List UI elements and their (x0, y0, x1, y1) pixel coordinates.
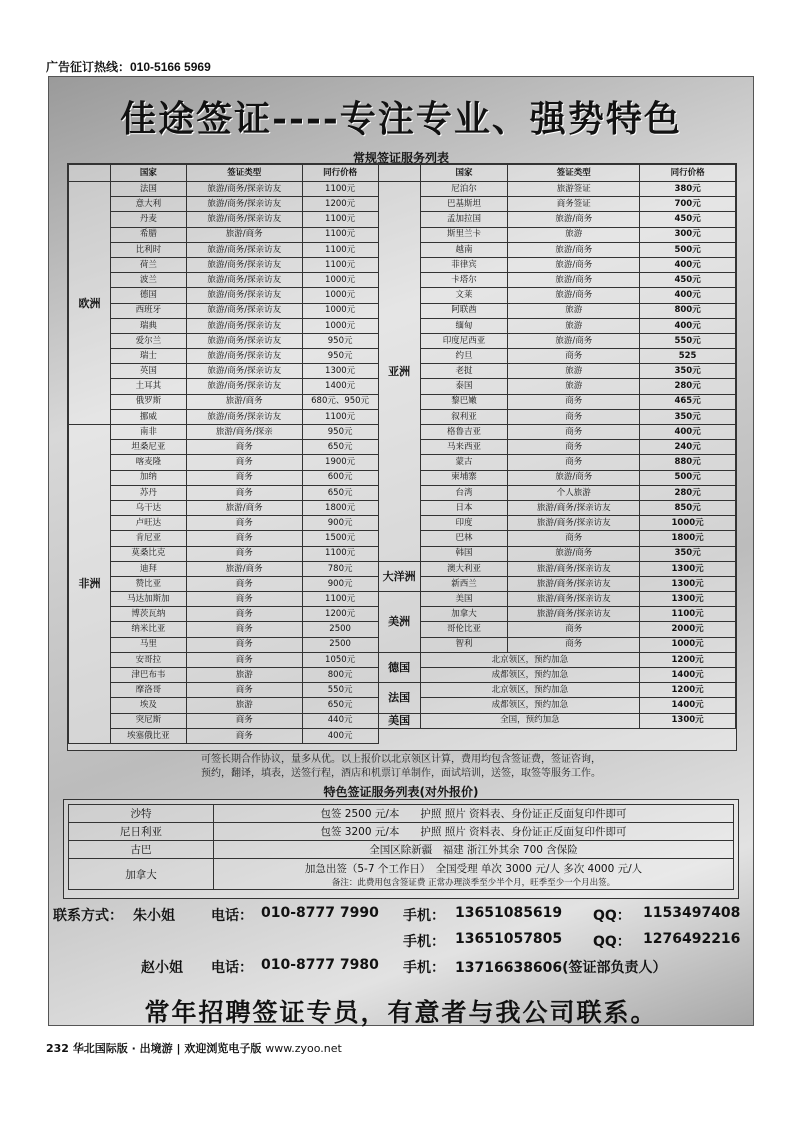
price-cell: 600元 (302, 470, 378, 485)
visa-type-cell: 旅游/商务 (508, 257, 640, 272)
price-cell: 1000元 (302, 318, 378, 333)
visa-type-cell: 旅游/商务/探亲访友 (508, 607, 640, 622)
visa-type-cell: 旅游/商务 (508, 470, 640, 485)
country-cell: 荷兰 (110, 257, 186, 272)
notice-text: 可签长期合作协议，量多从优。以上报价以北京领区计算，费用均包含签证费，签证咨询， 预约，翻译，填表，送签行程，酒店和机票订单制作，面试培训，送签，取签等服务工作。 (201, 754, 601, 779)
visa-type-cell: 商务 (186, 592, 302, 607)
visa-type-cell: 商务 (186, 470, 302, 485)
country-cell: 挪威 (110, 409, 186, 424)
price-cell: 1100元 (302, 257, 378, 272)
visa-type-cell: 商务 (186, 546, 302, 561)
consulate-cell: 全国，预约加急 (420, 713, 640, 728)
country-cell: 澳大利亚 (420, 561, 508, 576)
table-row (69, 859, 734, 890)
table-row (69, 841, 734, 859)
table-row (69, 728, 736, 743)
table-row (69, 182, 736, 197)
mobile-label: 手机： (403, 908, 445, 924)
edition-name: 华北国际版 · 出境游 (72, 1042, 173, 1055)
country-cell: 赞比亚 (110, 576, 186, 591)
country-cell: 乌干达 (110, 500, 186, 515)
region-label: 欧洲 (69, 182, 111, 425)
visa-type-cell: 旅游/商务/探亲访友 (508, 516, 640, 531)
visa-type-cell: 旅游/商务 (186, 500, 302, 515)
special-country: 加拿大 (69, 859, 214, 890)
country-cell: 喀麦隆 (110, 455, 186, 470)
contact-label: 联系方式： (53, 908, 123, 924)
visa-type-cell: 旅游/商务/探亲访友 (508, 592, 640, 607)
country-cell: 英国 (110, 364, 186, 379)
special-detail: 包签 3200 元/本 护照 照片 资料表、身份证正反面复印件即可 (214, 823, 734, 841)
country-cell: 台湾 (420, 485, 508, 500)
country-cell: 越南 (420, 242, 508, 257)
visa-type-cell: 商务 (508, 455, 640, 470)
country-cell: 叙利亚 (420, 409, 508, 424)
visa-type-cell: 旅游/商务/探亲访友 (508, 500, 640, 515)
country-cell: 摩洛哥 (110, 683, 186, 698)
visa-type-cell: 旅游/商务/探亲访友 (186, 409, 302, 424)
price-cell: 1000元 (302, 288, 378, 303)
price-cell: 1100元 (302, 212, 378, 227)
price-cell: 1500元 (302, 531, 378, 546)
visa-type-cell: 旅游/商务/探亲访友 (186, 364, 302, 379)
price-cell: 1300元 (640, 713, 736, 728)
country-cell: 丹麦 (110, 212, 186, 227)
price-cell: 1300元 (640, 592, 736, 607)
mobile-label: 手机： (403, 934, 445, 950)
country-cell: 苏丹 (110, 485, 186, 500)
column-header: 国家 (420, 165, 508, 182)
country-cell: 新西兰 (420, 576, 508, 591)
table-row (69, 652, 736, 667)
visa-type-cell: 旅游/商务/探亲访友 (186, 182, 302, 197)
visa-type-cell: 商务 (508, 531, 640, 546)
visa-type-cell: 旅游/商务 (508, 333, 640, 348)
column-header: 同行价格 (640, 165, 736, 182)
country-cell: 波兰 (110, 273, 186, 288)
recruitment-banner: 常年招聘签证专员，有意者与我公司联系。 (144, 998, 658, 1027)
country-cell: 比利时 (110, 242, 186, 257)
price-cell: 1000元 (302, 273, 378, 288)
special-country: 古巴 (69, 841, 214, 859)
price-cell: 400元 (302, 728, 378, 743)
special-country: 尼日利亚 (69, 823, 214, 841)
footer-welcome: 欢迎浏览电子版 (184, 1042, 262, 1055)
country-cell: 瑞士 (110, 349, 186, 364)
visa-type-cell: 商务 (186, 440, 302, 455)
price-cell: 280元 (640, 485, 736, 500)
tel-label: 电话： (211, 960, 253, 976)
visa-type-cell: 旅游 (508, 364, 640, 379)
region-label: 亚洲 (378, 182, 420, 562)
country-cell: 文莱 (420, 288, 508, 303)
price-cell: 450元 (640, 273, 736, 288)
tel-label: 电话： (211, 908, 253, 924)
special-detail: 加急出签（5-7 个工作日） 全国受理 单次 3000 元/人 多次 4000 元/人 备注：此费用包含签证费 正常办理淡季至少半个月，旺季至少一个月出签。 (214, 859, 734, 890)
country-cell: 巴基斯坦 (420, 197, 508, 212)
visa-type-cell: 商务 (508, 409, 640, 424)
price-cell: 1100元 (302, 546, 378, 561)
country-cell: 印度 (420, 516, 508, 531)
country-cell: 蒙古 (420, 455, 508, 470)
country-cell: 阿联酋 (420, 303, 508, 318)
country-cell: 约旦 (420, 349, 508, 364)
price-cell: 2500 (302, 622, 378, 637)
country-cell: 瑞典 (110, 318, 186, 333)
table-row (69, 823, 734, 841)
visa-type-cell: 旅游/商务/探亲访友 (186, 197, 302, 212)
special-detail: 全国区除新疆 福建 浙江外其余 700 含保险 (214, 841, 734, 859)
price-cell: 300元 (640, 227, 736, 242)
visa-type-cell: 商务 (186, 622, 302, 637)
regular-visa-table (67, 163, 737, 751)
visa-type-cell: 个人旅游 (508, 485, 640, 500)
ad-hotline: 广告征订热线：010-5166 5969 (46, 60, 211, 74)
visa-type-cell: 商务 (186, 455, 302, 470)
visa-type-cell: 旅游/商务/探亲访友 (186, 273, 302, 288)
region-label: 美国 (378, 713, 420, 728)
price-cell: 850元 (640, 500, 736, 515)
table-row (69, 561, 736, 576)
price-cell: 1800元 (640, 531, 736, 546)
price-cell: 1100元 (302, 227, 378, 242)
region-label: 德国 (378, 652, 420, 682)
visa-type-cell: 商务 (508, 394, 640, 409)
consulate-cell: 成都领区，预约加急 (420, 668, 640, 683)
country-cell: 老挝 (420, 364, 508, 379)
price-cell: 1800元 (302, 500, 378, 515)
visa-type-cell: 旅游/商务 (186, 394, 302, 409)
price-cell: 950元 (302, 425, 378, 440)
column-header: 签证类型 (508, 165, 640, 182)
visa-type-cell: 旅游/商务 (186, 561, 302, 576)
price-cell: 550元 (640, 333, 736, 348)
contact-name: 朱小姐 (133, 908, 175, 924)
country-cell: 博茨瓦纳 (110, 607, 186, 622)
special-remark: 备注：此费用包含签证费 正常办理淡季至少半个月，旺季至少一个月出签。 (331, 877, 616, 888)
country-cell: 安哥拉 (110, 652, 186, 667)
special-detail: 包签 2500 元/本 护照 照片 资料表、身份证正反面复印件即可 (214, 805, 734, 823)
visa-type-cell: 旅游 (508, 303, 640, 318)
price-cell: 350元 (640, 546, 736, 561)
tel-number: 010-8777 7980 (261, 957, 379, 973)
price-cell: 1100元 (302, 182, 378, 197)
visa-type-cell: 旅游/商务 (508, 288, 640, 303)
visa-type-cell: 旅游/商务/探亲访友 (186, 242, 302, 257)
visa-type-cell: 旅游 (508, 227, 640, 242)
contact-name: 赵小姐 (141, 960, 183, 976)
price-cell: 400元 (640, 288, 736, 303)
country-cell: 马来西亚 (420, 440, 508, 455)
price-cell: 1000元 (302, 303, 378, 318)
visa-type-cell: 旅游/商务/探亲访友 (186, 318, 302, 333)
price-cell: 650元 (302, 698, 378, 713)
table-row (69, 713, 736, 728)
country-cell: 孟加拉国 (420, 212, 508, 227)
country-cell: 泰国 (420, 379, 508, 394)
price-cell: 550元 (302, 683, 378, 698)
visa-type-cell: 旅游/商务 (508, 546, 640, 561)
country-cell: 格鲁吉亚 (420, 425, 508, 440)
visa-type-cell: 商务 (186, 683, 302, 698)
price-cell: 900元 (302, 576, 378, 591)
table-header (69, 165, 736, 182)
country-cell: 法国 (110, 182, 186, 197)
country-cell: 缅甸 (420, 318, 508, 333)
price-cell: 1200元 (640, 652, 736, 667)
table-row (69, 805, 734, 823)
country-cell: 柬埔寨 (420, 470, 508, 485)
price-cell: 500元 (640, 242, 736, 257)
visa-type-cell: 商务 (186, 713, 302, 728)
mobile-number: 13651085619 (455, 905, 563, 921)
visa-type-cell: 商务签证 (508, 197, 640, 212)
visa-type-cell: 旅游签证 (508, 182, 640, 197)
price-cell: 400元 (640, 425, 736, 440)
price-cell: 500元 (640, 470, 736, 485)
price-cell: 1100元 (302, 242, 378, 257)
visa-type-cell: 旅游/商务 (186, 227, 302, 242)
visa-type-cell: 商务 (186, 576, 302, 591)
country-cell: 肯尼亚 (110, 531, 186, 546)
table-row (69, 592, 736, 607)
visa-type-cell: 商务 (508, 425, 640, 440)
visa-type-cell: 旅游/商务/探亲访友 (186, 379, 302, 394)
country-cell: 希腊 (110, 227, 186, 242)
price-cell: 240元 (640, 440, 736, 455)
visa-ad-panel (48, 76, 754, 1026)
price-cell: 1300元 (640, 561, 736, 576)
qq-label: QQ： (593, 934, 631, 950)
visa-type-cell: 旅游 (508, 318, 640, 333)
price-cell: 2000元 (640, 622, 736, 637)
price-cell: 400元 (640, 257, 736, 272)
visa-type-cell: 旅游/商务/探亲访友 (186, 257, 302, 272)
price-cell: 280元 (640, 379, 736, 394)
price-cell: 1200元 (302, 197, 378, 212)
price-cell: 1100元 (302, 592, 378, 607)
visa-type-cell: 旅游/商务/探亲访友 (186, 288, 302, 303)
country-cell: 莫桑比克 (110, 546, 186, 561)
visa-type-cell: 商务 (186, 485, 302, 500)
mobile-number: 13651057805 (455, 931, 563, 947)
country-cell: 坦桑尼亚 (110, 440, 186, 455)
country-cell: 尼泊尔 (420, 182, 508, 197)
price-cell: 800元 (640, 303, 736, 318)
price-cell: 440元 (302, 713, 378, 728)
price-cell: 1050元 (302, 652, 378, 667)
regular-visa-heading: 常规签证服务列表 (352, 151, 449, 165)
region-label: 非洲 (69, 425, 111, 744)
visa-type-cell: 商务 (186, 652, 302, 667)
visa-type-cell: 商务 (186, 637, 302, 652)
price-cell: 1000元 (640, 637, 736, 652)
qq-label: QQ： (593, 908, 631, 924)
visa-type-cell: 旅游/商务/探亲访友 (186, 303, 302, 318)
price-cell: 350元 (640, 364, 736, 379)
price-cell: 350元 (640, 409, 736, 424)
country-cell: 马达加斯加 (110, 592, 186, 607)
column-header: 同行价格 (302, 165, 378, 182)
country-cell: 爱尔兰 (110, 333, 186, 348)
visa-type-cell: 旅游/商务/探亲访友 (186, 212, 302, 227)
country-cell: 哥伦比亚 (420, 622, 508, 637)
price-cell: 380元 (640, 182, 736, 197)
price-cell: 1300元 (640, 576, 736, 591)
price-cell: 465元 (640, 394, 736, 409)
visa-type-cell: 旅游/商务 (508, 242, 640, 257)
price-cell: 2500 (302, 637, 378, 652)
price-cell: 650元 (302, 440, 378, 455)
special-country: 沙特 (69, 805, 214, 823)
consulate-cell: 北京领区，预约加急 (420, 652, 640, 667)
column-header: 签证类型 (186, 165, 302, 182)
country-cell: 菲律宾 (420, 257, 508, 272)
country-cell: 埃塞俄比亚 (110, 728, 186, 743)
region-label: 法国 (378, 683, 420, 713)
price-cell: 700元 (640, 197, 736, 212)
page-number: 232 (46, 1042, 69, 1055)
visa-type-cell: 旅游 (186, 668, 302, 683)
visa-type-cell: 旅游 (508, 379, 640, 394)
price-cell: 1100元 (640, 607, 736, 622)
country-cell: 意大利 (110, 197, 186, 212)
visa-type-cell: 商务 (186, 728, 302, 743)
visa-type-cell: 商务 (508, 622, 640, 637)
country-cell: 卡塔尔 (420, 273, 508, 288)
visa-type-cell: 商务 (186, 516, 302, 531)
visa-type-cell: 商务 (508, 349, 640, 364)
country-cell: 土耳其 (110, 379, 186, 394)
region-label: 大洋洲 (378, 561, 420, 591)
visa-type-cell: 旅游/商务/探亲访友 (508, 576, 640, 591)
country-cell: 日本 (420, 500, 508, 515)
visa-type-cell: 旅游/商务/探亲访友 (508, 561, 640, 576)
country-cell: 迪拜 (110, 561, 186, 576)
visa-type-cell: 旅游 (186, 698, 302, 713)
price-cell: 1200元 (302, 607, 378, 622)
price-cell: 680元、950元 (302, 394, 378, 409)
special-visa-heading: 特色签证服务列表(对外报价) (323, 785, 479, 799)
price-cell: 525 (640, 349, 736, 364)
mobile-number: 13716638606(签证部负责人） (455, 960, 667, 976)
country-cell: 纳米比亚 (110, 622, 186, 637)
country-cell: 俄罗斯 (110, 394, 186, 409)
mobile-label: 手机： (403, 960, 445, 976)
visa-type-cell: 旅游/商务 (508, 212, 640, 227)
table-row (69, 683, 736, 698)
price-cell: 950元 (302, 349, 378, 364)
price-cell: 1200元 (640, 683, 736, 698)
country-cell: 埃及 (110, 698, 186, 713)
price-cell: 1300元 (302, 364, 378, 379)
price-cell: 400元 (640, 318, 736, 333)
country-cell: 印度尼西亚 (420, 333, 508, 348)
price-cell: 450元 (640, 212, 736, 227)
country-cell: 美国 (420, 592, 508, 607)
visa-type-cell: 商务 (508, 440, 640, 455)
footer-separator: | (176, 1042, 181, 1055)
price-cell: 1900元 (302, 455, 378, 470)
country-cell: 突尼斯 (110, 713, 186, 728)
price-cell: 780元 (302, 561, 378, 576)
country-cell: 巴林 (420, 531, 508, 546)
country-cell: 卢旺达 (110, 516, 186, 531)
price-cell: 900元 (302, 516, 378, 531)
visa-type-cell: 商务 (186, 607, 302, 622)
tel-number: 010-8777 7990 (261, 905, 379, 921)
qq-number: 1153497408 (643, 905, 741, 921)
price-cell: 800元 (302, 668, 378, 683)
price-cell: 1100元 (302, 409, 378, 424)
country-cell: 德国 (110, 288, 186, 303)
country-cell: 加纳 (110, 470, 186, 485)
price-cell: 1400元 (640, 698, 736, 713)
page-title: 佳途签证----专注专业、强势特色 (120, 98, 682, 140)
country-cell: 马里 (110, 637, 186, 652)
country-cell: 斯里兰卡 (420, 227, 508, 242)
country-cell: 南非 (110, 425, 186, 440)
price-cell: 650元 (302, 485, 378, 500)
visa-type-cell: 商务 (186, 531, 302, 546)
special-visa-table (63, 799, 739, 899)
region-label: 美洲 (378, 592, 420, 653)
price-cell: 880元 (640, 455, 736, 470)
price-cell: 1400元 (302, 379, 378, 394)
country-cell: 加拿大 (420, 607, 508, 622)
country-cell: 津巴布韦 (110, 668, 186, 683)
visa-type-cell: 旅游/商务/探亲访友 (186, 333, 302, 348)
country-cell: 黎巴嫩 (420, 394, 508, 409)
website-link[interactable]: www.zyoo.net (265, 1042, 342, 1055)
country-cell: 韩国 (420, 546, 508, 561)
visa-type-cell: 旅游/商务/探亲 (186, 425, 302, 440)
visa-type-cell: 旅游/商务/探亲访友 (186, 349, 302, 364)
price-cell: 1400元 (640, 668, 736, 683)
qq-number: 1276492216 (643, 931, 741, 947)
consulate-cell: 北京领区，预约加急 (420, 683, 640, 698)
visa-type-cell: 旅游/商务 (508, 273, 640, 288)
price-cell: 1000元 (640, 516, 736, 531)
price-cell: 950元 (302, 333, 378, 348)
consulate-cell: 成都领区，预约加急 (420, 698, 640, 713)
page-footer (46, 1040, 342, 1056)
country-cell: 西班牙 (110, 303, 186, 318)
column-header: 国家 (110, 165, 186, 182)
visa-type-cell: 商务 (508, 637, 640, 652)
country-cell: 智利 (420, 637, 508, 652)
